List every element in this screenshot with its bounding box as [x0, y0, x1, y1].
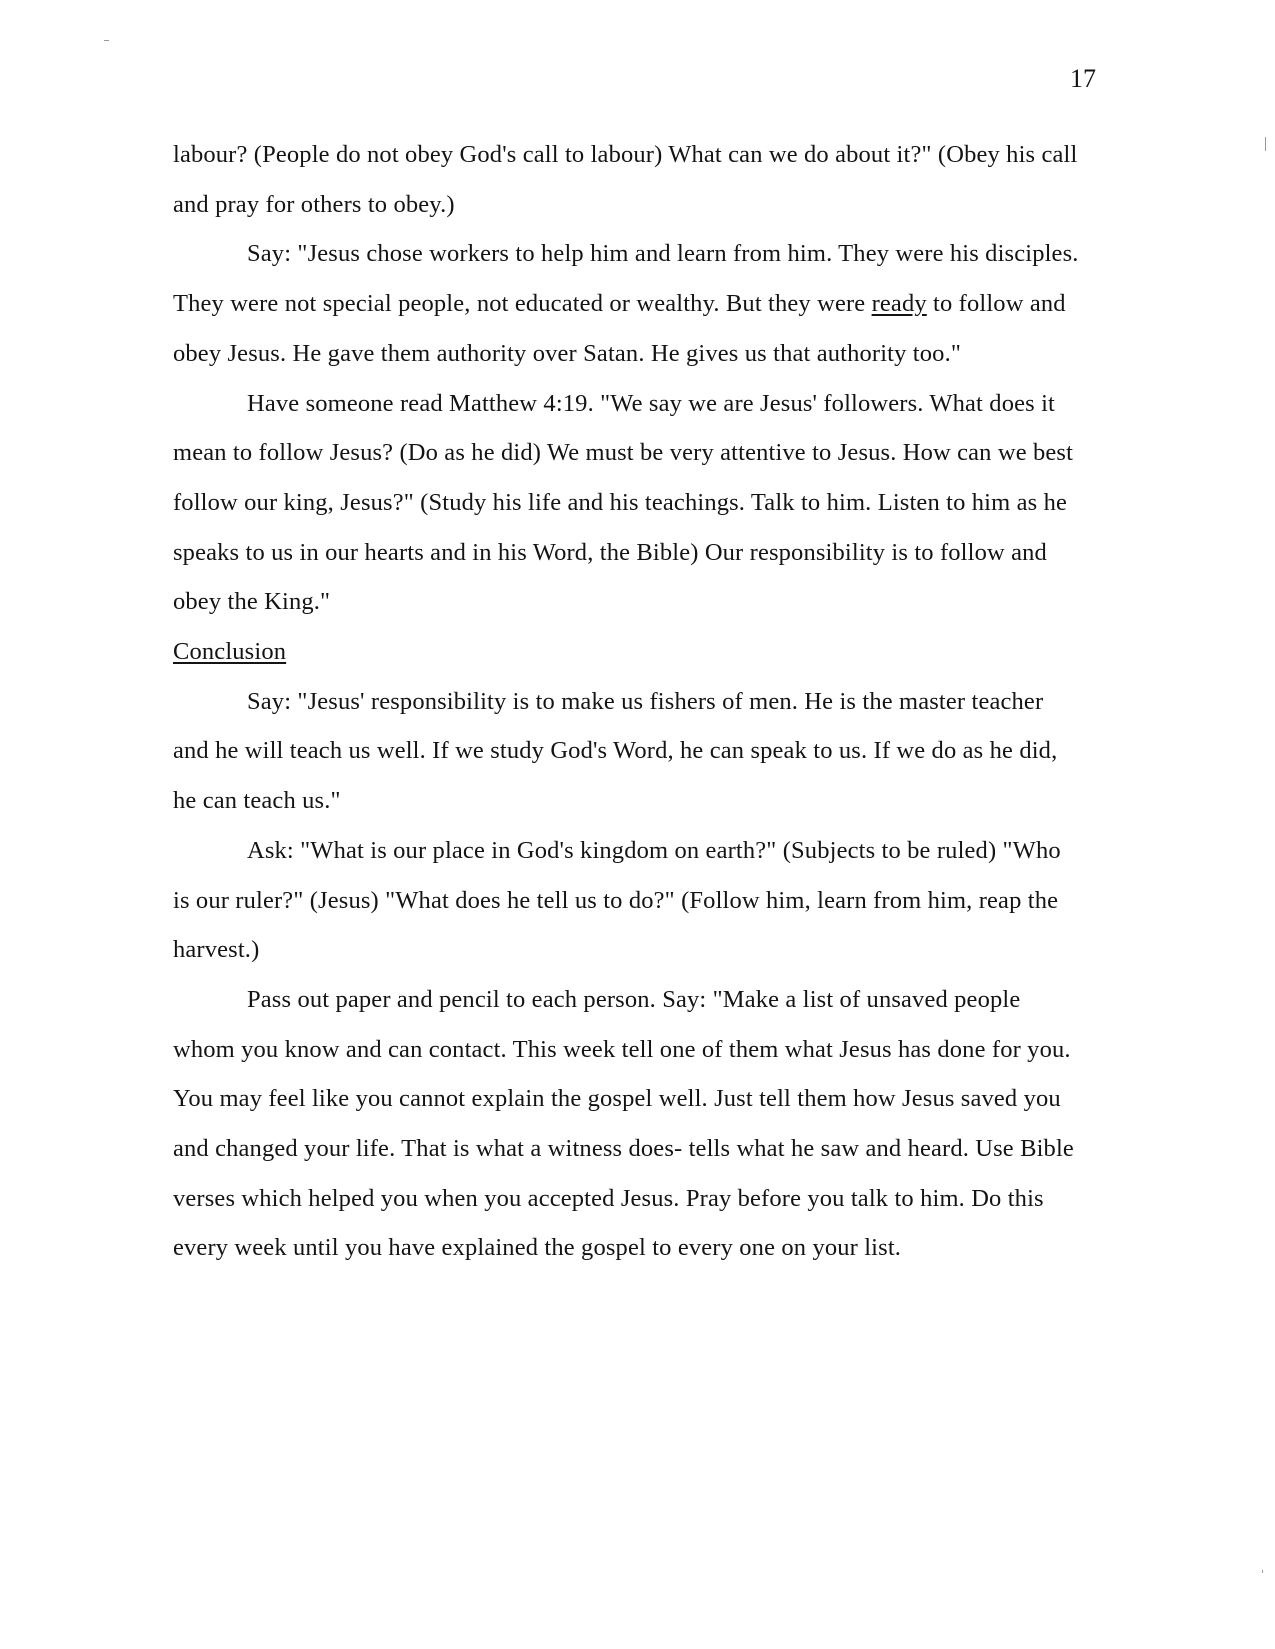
scan-speck	[1265, 137, 1266, 151]
section-heading-conclusion: Conclusion	[173, 638, 287, 666]
document-body	[173, 130, 1083, 1273]
paragraph-jesus-chose-workers	[173, 229, 1083, 378]
paragraph-fishers-of-men: Say: "Jesus' responsibility is to make us fishers of men. He is the master teacher and he will teach us well. If we study God's Word, he can speak to us. If we do as he did, he can teach us."	[173, 687, 1058, 815]
paragraph-continued: labour? (People do not obey God's call to labour) What can we do about it?" (Obey his call and pray for others to obey.)	[173, 141, 1078, 218]
underlined-word: ready	[871, 290, 927, 318]
paragraph-matthew-reading: Have someone read Matthew 4:19. "We say we are Jesus' followers. What does it mean to follow Jesus? (Do as he did) We must be very attentive to Jesus. How can we best follow our king, Jesus?" (Study his life and his teachings. Talk to him. Listen to him as he speaks to us in our hearts and in his Word, the Bible) Our responsibility is to follow and obey the King."	[173, 389, 1074, 616]
page-number: 17	[1070, 64, 1096, 93]
paragraph-text: to follow and obey Jesus. He gave them authority over Satan. He gives us that authority too."	[173, 290, 1066, 367]
scan-speck	[1262, 1570, 1263, 1573]
scan-speck	[104, 40, 109, 41]
paragraph-make-a-list: Pass out paper and pencil to each person. Say: "Make a list of unsaved people whom you know and can contact. This week tell one of them what Jesus has done for you. You may feel like you cannot explain the gospel well. Just tell them how Jesus saved you and changed your life. That is what a witness does- tells what he saw and heard. Use Bible verses which helped you when you accepted Jesus. Pray before you talk to him. Do this every week until you have explained the gospel to every one on your list.	[173, 985, 1074, 1262]
paragraph-text: Say: "Jesus chose workers to help him and learn from him. They were his disciples. They were not special people, not educated or wealthy. But they were	[173, 240, 1079, 318]
paragraph-ask-questions: Ask: "What is our place in God's kingdom on earth?" (Subjects to be ruled) "Who is our ruler?" (Jesus) "What does he tell us to do?" (Follow him, learn from him, reap the harvest.)	[173, 836, 1061, 964]
